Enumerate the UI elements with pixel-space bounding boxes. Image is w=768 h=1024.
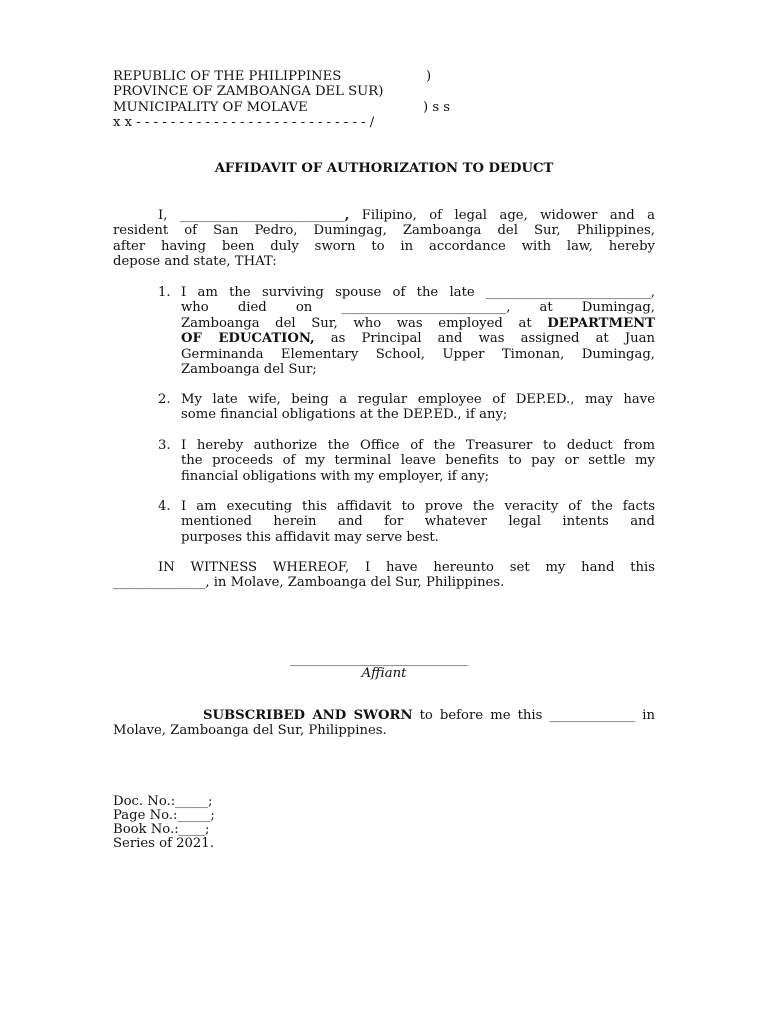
item-1-employer-name-cont: OF EDUCATION, — [181, 331, 315, 347]
intro-text: Filipino, of legal age, widower and a — [361, 208, 655, 223]
intro-pronoun: I, — [158, 208, 168, 223]
venue-republic-bracket: ) — [426, 69, 432, 84]
item-3-line-2: the proceeds of my terminal leave benefits to pay or settle my — [181, 453, 655, 469]
item-4-line-3: purposes this affidavit may serve best. — [181, 529, 439, 545]
item-3-line-3: financial obligations with my employer, if any; — [181, 468, 490, 484]
item-1-position: as Principal and was assigned at Juan — [330, 331, 655, 347]
intro-comma: , — [344, 208, 350, 223]
affiant-label: Affiant — [361, 666, 407, 681]
list-item-text — [181, 392, 655, 423]
list-item — [158, 285, 655, 377]
list-item-text — [181, 499, 655, 545]
signature-line: ___________________________ — [290, 652, 469, 667]
jurat-line-1 — [113, 708, 655, 723]
series-year: Series of 2021. — [113, 836, 214, 851]
list-item-number: 3. — [158, 438, 171, 453]
list-item — [158, 392, 655, 423]
jurat-heading: SUBSCRIBED AND SWORN — [203, 708, 413, 723]
intro-line-4: depose and state, THAT: — [113, 254, 277, 270]
venue-republic: REPUBLIC OF THE PHILIPPINES — [113, 69, 342, 84]
venue-divider: x x - - - - - - - - - - - - - - - - - - - - - - - - - - - / — [113, 115, 375, 130]
list-item — [158, 438, 655, 484]
item-1-line-3 — [181, 316, 655, 331]
item-1-line-2: who died on _________________________, at Dumingag, — [181, 300, 655, 316]
venue-ss-mark: ) s s — [423, 100, 451, 115]
item-1-line-5: Germinanda Elementary School, Upper Timonan, Dumingag, — [181, 346, 655, 362]
item-4-line-1: I am executing this affidavit to prove the veracity of the facts — [181, 499, 655, 514]
intro-line-2: resident of San Pedro, Dumingag, Zamboanga del Sur, Philippines, — [113, 223, 655, 239]
item-2-line-1: My late wife, being a regular employee of DEP.ED., may have — [181, 392, 655, 407]
venue-municipality: MUNICIPALITY OF MOLAVE — [113, 100, 308, 115]
list-item-number: 2. — [158, 392, 171, 407]
list-item-text — [181, 438, 655, 484]
list-item-number: 4. — [158, 499, 171, 514]
list-item — [158, 499, 655, 545]
jurat-text: to before me this _____________ in — [419, 708, 655, 723]
witness-line-1: IN WITNESS WHEREOF, I have hereunto set my hand this — [158, 560, 655, 575]
list-item-text — [181, 285, 655, 377]
document-title: AFFIDAVIT OF AUTHORIZATION TO DEDUCT — [214, 161, 554, 176]
item-1-line-4 — [181, 331, 655, 346]
item-2-line-2: some financial obligations at the DEP.ED., if any; — [181, 407, 508, 423]
item-1-employer-name: DEPARTMENT — [547, 315, 655, 331]
item-4-line-2: mentioned herein and for whatever legal intents and — [181, 514, 655, 530]
list-item-number: 1. — [158, 285, 171, 300]
witness-paragraph — [113, 560, 655, 591]
book-number: Book No.:____; — [113, 822, 210, 837]
page-number: Page No.:_____; — [113, 808, 215, 823]
intro-paragraph — [113, 208, 655, 270]
item-1-line-6: Zamboanga del Sur; — [181, 362, 317, 378]
item-1-employer-intro: Zamboanga del Sur, who was employed at — [181, 315, 532, 331]
item-3-line-1: I hereby authorize the Office of the Treasurer to deduct from — [181, 438, 655, 453]
venue-province: PROVINCE OF ZAMBOANGA DEL SUR) — [113, 84, 384, 99]
doc-number: Doc. No.:_____; — [113, 794, 213, 809]
jurat-paragraph — [113, 708, 655, 739]
jurat-line-2: Molave, Zamboanga del Sur, Philippines. — [113, 723, 387, 739]
affiant-name-blank: _________________________ — [179, 208, 345, 223]
witness-line-2: ______________, in Molave, Zamboanga del Sur, Philippines. — [113, 575, 505, 591]
intro-line-1 — [113, 208, 655, 223]
item-1-line-1: I am the surviving spouse of the late _________________________, — [181, 285, 655, 300]
intro-line-3: after having been duly sworn to in accordance with law, hereby — [113, 238, 655, 254]
